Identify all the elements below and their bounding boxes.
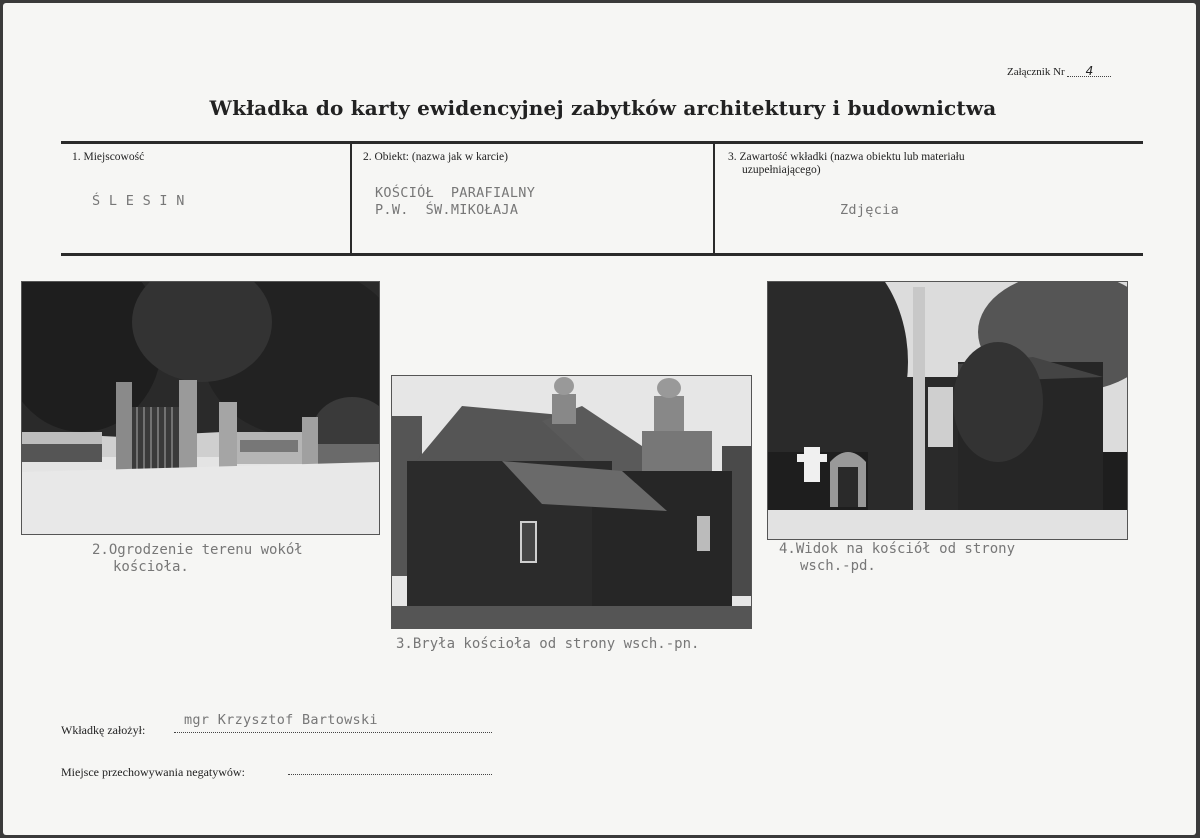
author-label: Wkładkę założył: bbox=[61, 723, 146, 737]
photo-fence-image bbox=[22, 282, 379, 534]
column-divider-1 bbox=[350, 144, 352, 254]
page-title: Wkładka do karty ewidencyjnej zabytków architektury i budownictwa bbox=[209, 96, 997, 120]
photo-church-view bbox=[767, 281, 1128, 540]
photo-church-body-image bbox=[392, 376, 751, 628]
photo-fence-caption-line2: kościoła. bbox=[113, 559, 189, 575]
column-divider-2 bbox=[713, 144, 715, 254]
author-value: mgr Krzysztof Bartowski bbox=[184, 712, 378, 728]
photo-church-body-caption: 3.Bryła kościoła od strony wsch.-pn. bbox=[396, 636, 700, 652]
object-value-line2: P.W. ŚW.MIKOŁAJA bbox=[375, 202, 519, 218]
object-value-line1: KOŚCIÓŁ PARAFIALNY bbox=[375, 185, 536, 201]
object-label: 2. Obiekt: (nazwa jak w karcie) bbox=[363, 151, 508, 163]
content-label-line1: 3. Zawartość wkładki (nazwa obiektu lub materiału bbox=[728, 151, 965, 163]
photo-church-view-caption-line2: wsch.-pd. bbox=[800, 558, 876, 574]
content-label-line2: uzupełniającego) bbox=[742, 164, 821, 176]
negatives-dotted-line bbox=[288, 774, 492, 775]
place-value: Ś L E S I N bbox=[92, 193, 185, 209]
annex-label: Załącznik Nr bbox=[1007, 66, 1065, 78]
content-value: Zdjęcia bbox=[840, 202, 899, 218]
table-bottom-rule bbox=[61, 253, 1143, 256]
photo-church-body bbox=[391, 375, 752, 629]
photo-church-view-image bbox=[768, 282, 1127, 539]
author-dotted-line bbox=[174, 732, 492, 733]
negatives-label: Miejsce przechowywania negatywów: bbox=[61, 765, 245, 779]
photo-fence-caption-line1: 2.Ogrodzenie terenu wokół bbox=[92, 542, 303, 558]
table-top-rule bbox=[61, 141, 1143, 144]
photo-fence bbox=[21, 281, 380, 535]
annex-number-value: 4 bbox=[1067, 66, 1111, 77]
annex-number bbox=[1007, 66, 1111, 78]
place-label: 1. Miejscowość bbox=[72, 151, 145, 163]
photo-church-view-caption-line1: 4.Widok na kościół od strony bbox=[779, 541, 1016, 557]
